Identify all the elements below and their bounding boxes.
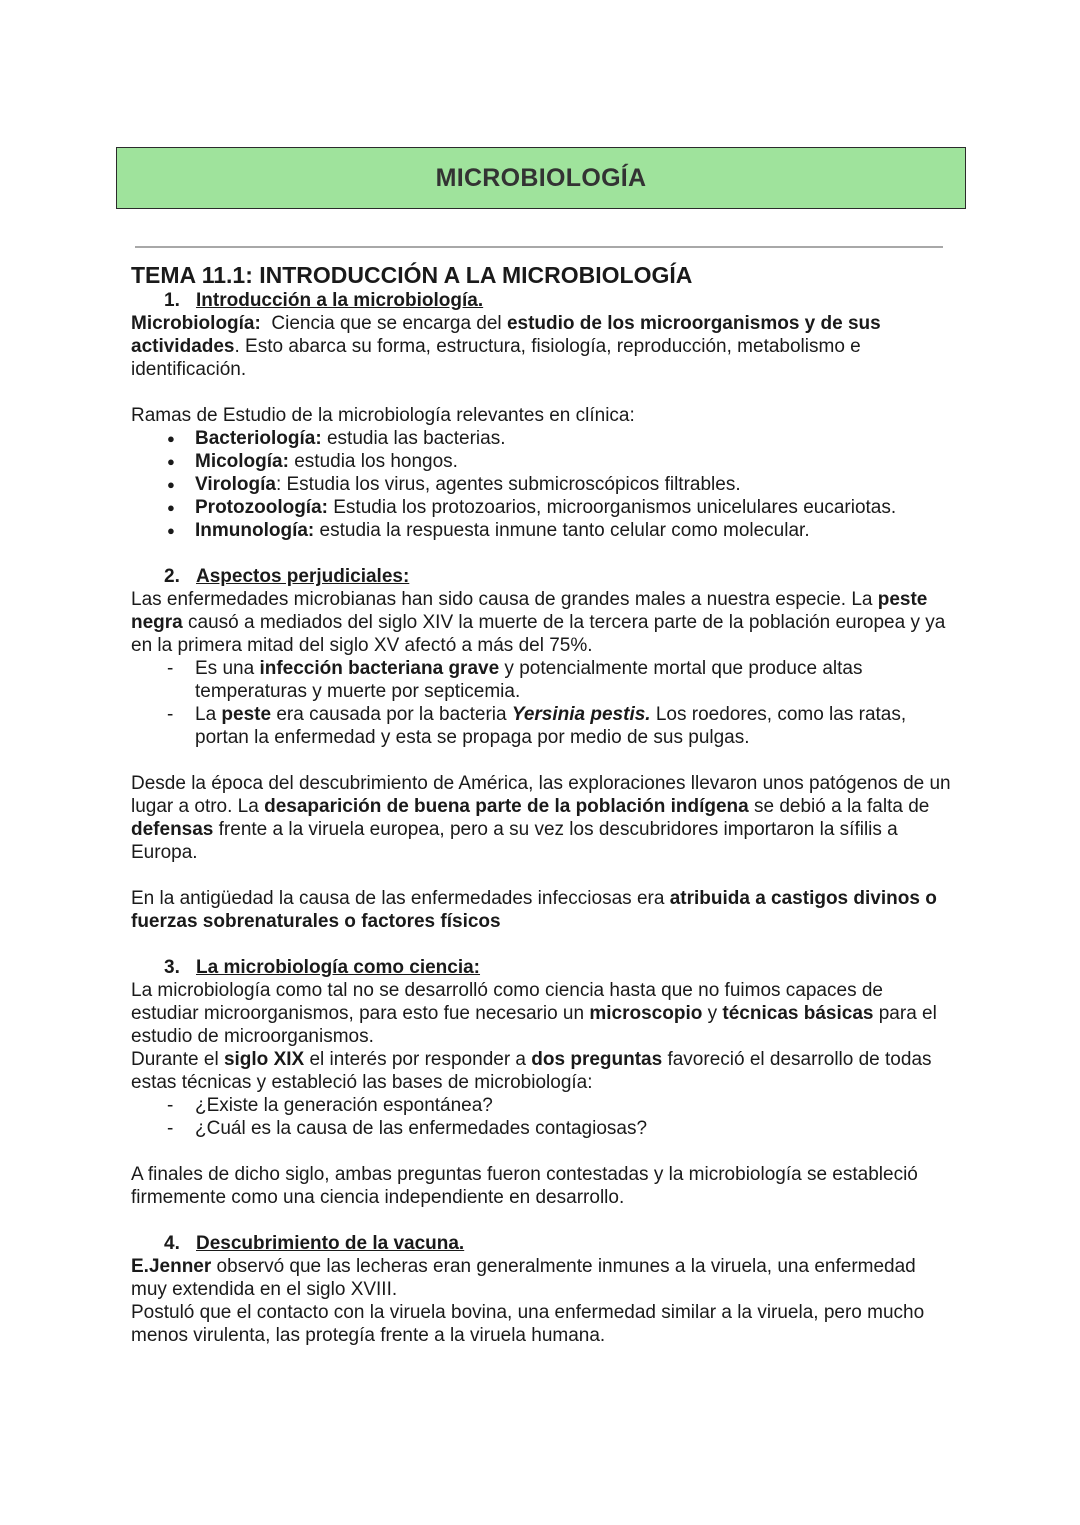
paragraph: Postuló que el contacto con la viruela bovina, una enfermedad similar a la viruela, pero mucho menos virulenta, las protegía frente a la viruela humana.: [131, 1302, 925, 1346]
section-2-heading: 2. Aspectos perjudiciales:: [164, 566, 410, 587]
ramas-intro: Ramas de Estudio de la microbiología relevantes en clínica:: [131, 405, 635, 426]
section-4-heading: 4. Descubrimiento de la vacuna.: [164, 1233, 465, 1254]
paragraph: En la antigüedad la causa de las enfermedades infecciosas era atribuida a castigos divinos o fuerzas sobrenaturales o factores físicos: [131, 888, 937, 932]
section-3-heading: 3. La microbiología como ciencia:: [164, 957, 481, 978]
list-item: ● Inmunología: estudia la respuesta inmune tanto celular como molecular.: [131, 519, 951, 542]
paragraph: Durante el siglo XIX el interés por responder a dos preguntas favoreció el desarrollo de todas estas técnicas y estableció las bases de microbiología:: [131, 1049, 932, 1093]
list-item: ● Virología: Estudia los virus, agentes submicroscópicos filtrables.: [131, 473, 951, 496]
list-item: ● Protozoología: Estudia los protozoarios, microorganismos unicelulares eucariotas.: [131, 496, 951, 519]
list-item: ● Micología: estudia los hongos.: [131, 450, 951, 473]
paragraph: E.Jenner observó que las lecheras eran generalmente inmunes a la viruela, una enfermedad muy extendida en el siglo XVIII.: [131, 1256, 916, 1300]
title-banner: [116, 147, 966, 209]
banner-title: MICROBIOLOGÍA: [435, 163, 647, 192]
list-item: ● Bacteriología: estudia las bacterias.: [131, 427, 951, 450]
section-1-heading: 1. Introducción a la microbiología.: [164, 290, 484, 311]
list-item: - La peste era causada por la bacteria Yersinia pestis. Los roedores, como las ratas, portan la enfermedad y esta se propaga por medio de sus pulgas.: [131, 703, 951, 749]
list-item: - Es una infección bacteriana grave y potencialmente mortal que produce altas temperaturas y muerte por septicemia.: [131, 657, 951, 703]
ramas-list: [131, 427, 951, 542]
peste-list: [131, 657, 951, 749]
paragraph: A finales de dicho siglo, ambas preguntas fueron contestadas y la microbiología se estableció firmemente como una ciencia independiente en desarrollo.: [131, 1164, 918, 1208]
tema-title: TEMA 11.1: INTRODUCCIÓN A LA MICROBIOLOGÍA: [131, 262, 693, 288]
list-item: - ¿Existe la generación espontánea?: [131, 1094, 951, 1117]
paragraph: Las enfermedades microbianas han sido causa de grandes males a nuestra especie. La peste negra causó a mediados del siglo XIV la muerte de la tercera parte de la población europea y ya en la primera mitad del siglo XV afectó a más del 75%.: [131, 589, 946, 656]
horizontal-rule: [135, 246, 943, 248]
questions-list: [131, 1094, 951, 1140]
paragraph: Desde la época del descubrimiento de América, las exploraciones llevaron unos patógenos de un lugar a otro. La desaparición de buena parte de la población indígena se debió a la falta de defensas frente a la viruela europea, pero a su vez los descubridores importaron la sífilis a Europa.: [131, 773, 951, 863]
definition-paragraph: Microbiología: Ciencia que se encarga del estudio de los microorganismos y de sus actividades. Esto abarca su forma, estructura, fisiología, reproducción, metabolismo e identificación.: [131, 313, 881, 380]
document-body: [131, 261, 951, 1347]
list-item: - ¿Cuál es la causa de las enfermedades contagiosas?: [131, 1117, 951, 1140]
paragraph: La microbiología como tal no se desarrolló como ciencia hasta que no fuimos capaces de estudiar microorganismos, para esto fue necesario un microscopio y técnicas básicas para el estudio de microorganismos.: [131, 980, 937, 1047]
